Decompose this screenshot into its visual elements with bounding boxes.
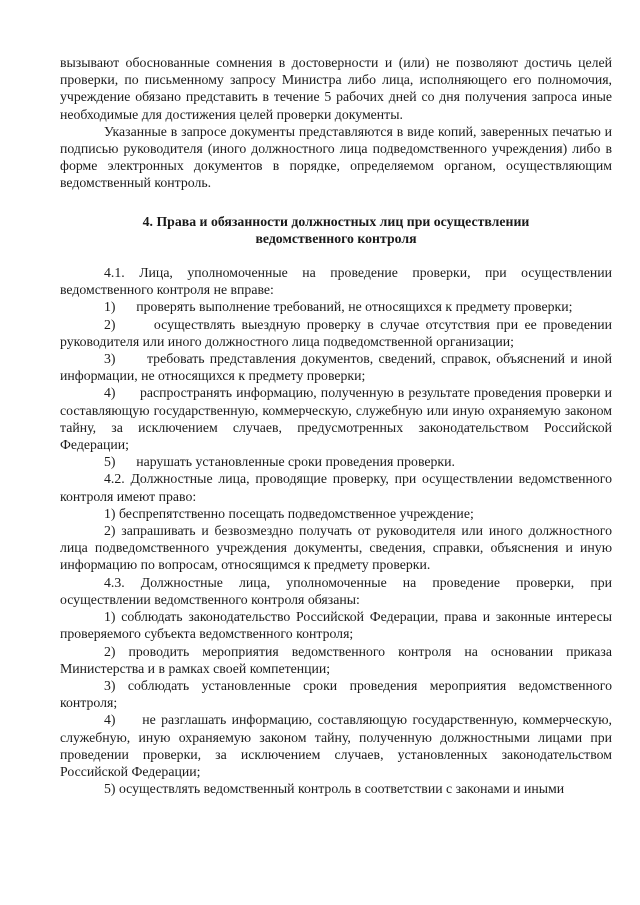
clause-4-1-item: 1) проверять выполнение требований, не относящихся к предмету проверки; <box>104 299 573 315</box>
clause-4-2-item: 1) беспрепятственно посещать подведомственное учреждение; <box>104 505 474 521</box>
paragraph-copies: Указанные в запросе документы представляются в виде копий, заверенных печатью и подписью руководителя (иного должностного лица подведомственного учреждения) либо в форме электронных документов в порядке, определяемом органом, осуществляющим ведомственный контроль. <box>60 123 612 191</box>
clause-4-3-item: 3) соблюдать установленные сроки проведения мероприятия ведомственного контроля; <box>60 677 612 711</box>
clause-4-1-item: 2) осуществлять выездную проверку в случае отсутствия при ее проведении руководителя или иного должностного лица подведомственной организации; <box>60 316 612 349</box>
clause-4-3-item: 5) осуществлять ведомственный контроль в соответствии с законами и иными <box>104 781 565 797</box>
clause-4-2-intro: 4.2. Должностные лица, проводящие проверку, при осуществлении ведомственного контроля имеют право: <box>60 471 612 504</box>
clause-4-1-item: 4) распространять информацию, полученную в результате проведения проверки и составляющую государственную, коммерческую, служебную или иную охраняемую законом тайну, за исключением случаев, предусмотренных законодательством Российской Федерации; <box>60 385 612 453</box>
clause-4-3-item: 2) проводить мероприятия ведомственного контроля на основании приказа Министерства и в рамках своей компетенции; <box>60 643 612 676</box>
clause-4-1-item: 3) требовать представления документов, сведений, справок, объяснений и иной информации, не относящихся к предмету проверки; <box>60 351 612 384</box>
section-heading <box>60 213 612 247</box>
paragraph-continuation: вызывают обоснованные сомнения в достоверности и (или) не позволяют достичь целей проверки, по письменному запросу Министра либо лица, исполняющего его полномочия, учреждение обязано представить в течение 5 рабочих дней со дня получения запроса иные необходимые для достижения целей проверки документы. <box>60 55 612 122</box>
section-title-line-1: 4. Права и обязанности должностных лиц при осуществлении <box>142 213 530 229</box>
clause-4-2-item: 2) запрашивать и безвозмездно получать от руководителя или иного должностного лица подведомственного учреждения документы, сведения, справки, объяснения и иную информацию по вопросам, относящимся к предмету проверки. <box>60 523 612 573</box>
clause-4-3-item: 1) соблюдать законодательство Российской Федерации, права и законные интересы проверяемого субъекта ведомственного контроля; <box>60 609 612 642</box>
clause-4-1-intro: 4.1. Лица, уполномоченные на проведение проверки, при осуществлении ведомственного контроля не вправе: <box>60 265 612 298</box>
clause-4-1-item: 5) нарушать установленные сроки проведения проверки. <box>104 454 455 470</box>
clause-4-3-intro: 4.3. Должностные лица, уполномоченные на проведение проверки, при осуществлении ведомственного контроля обязаны: <box>60 574 612 607</box>
clause-4-3-item: 4) не разглашать информацию, составляющую государственную, коммерческую, служебную, иную охраняемую законом тайну, полученную должностными лицами при проведении проверки, за исключением случаев, установленных законодательством Российской Федерации; <box>60 712 612 779</box>
section-title-line-2: ведомственного контроля <box>255 230 417 246</box>
